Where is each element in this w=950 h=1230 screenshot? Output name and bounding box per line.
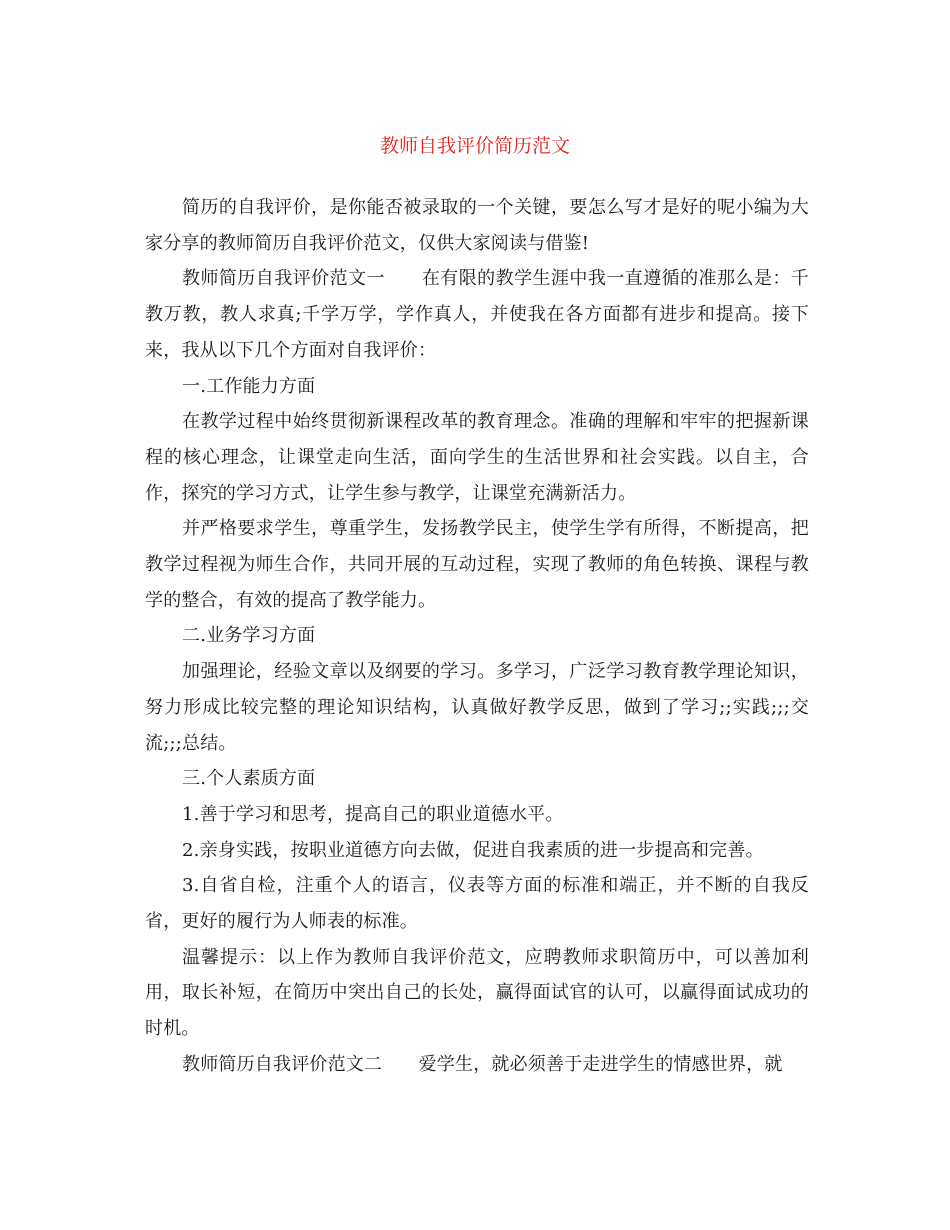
- paragraph-work-ability-1: 在教学过程中始终贯彻新课程改革的教育理念。准确的理解和牢牢的把握新课程的核心理念，让课堂走向生活，面向学生的生活世界和社会实践。以自主，合作，探究的学习方式，让学生参与教学，让课堂充满新活力。: [145, 411, 809, 504]
- section-heading-work-ability: 一.工作能力方面: [182, 375, 316, 397]
- paragraph-work-ability-2: 并严格要求学生，尊重学生，发扬教学民主，使学生学有所得，不断提高，把教学过程视为师生合作，共同开展的互动过程，实现了教师的角色转换、课程与教学的整合，有效的提高了教学能力。: [145, 518, 809, 611]
- list-item-quality-2: 2.亲身实践，按职业道德方向去做，促进自我素质的进一步提高和完善。: [182, 839, 764, 861]
- paragraph-sample-two-intro: 教师简历自我评价范文二 爱学生，就必须善于走进学生的情感世界，就: [182, 1053, 783, 1075]
- paragraph-tip: 温馨提示：以上作为教师自我评价范文，应聘教师求职简历中，可以善加利用，取长补短，在简历中突出自己的长处，赢得面试官的认可，以赢得面试成功的时机。: [145, 946, 809, 1040]
- list-item-quality-3: 3.自省自检，注重个人的语言，仪表等方面的标准和端正，并不断的自我反省，更好的履行为人师表的标准。: [145, 875, 809, 933]
- list-item-quality-1: 1.善于学习和思考，提高自己的职业道德水平。: [182, 803, 564, 825]
- paragraph-business-study: 加强理论，经验文章以及纲要的学习。多学习，广泛学习教育教学理论知识，努力形成比较完整的理论知识结构，认真做好教学反思，做到了学习;;实践;;;交流;;;总结。: [145, 661, 809, 754]
- page-title: 教师自我评价简历范文: [379, 135, 570, 157]
- document-body: [145, 190, 809, 1083]
- section-heading-personal-quality: 三.个人素质方面: [182, 768, 316, 790]
- paragraph-sample-one-intro: 教师简历自我评价范文一 在有限的教学生涯中我一直遵循的准那么是：千教万教，教人求真;千学万学，学作真人，并使我在各方面都有进步和提高。接下来，我从以下几个方面对自我评价：: [145, 268, 809, 361]
- section-heading-business-study: 二.业务学习方面: [182, 625, 316, 647]
- paragraph-intro: 简历的自我评价，是你能否被录取的一个关键，要怎么写才是好的呢小编为大家分享的教师简历自我评价范文，仅供大家阅读与借鉴!: [145, 197, 809, 254]
